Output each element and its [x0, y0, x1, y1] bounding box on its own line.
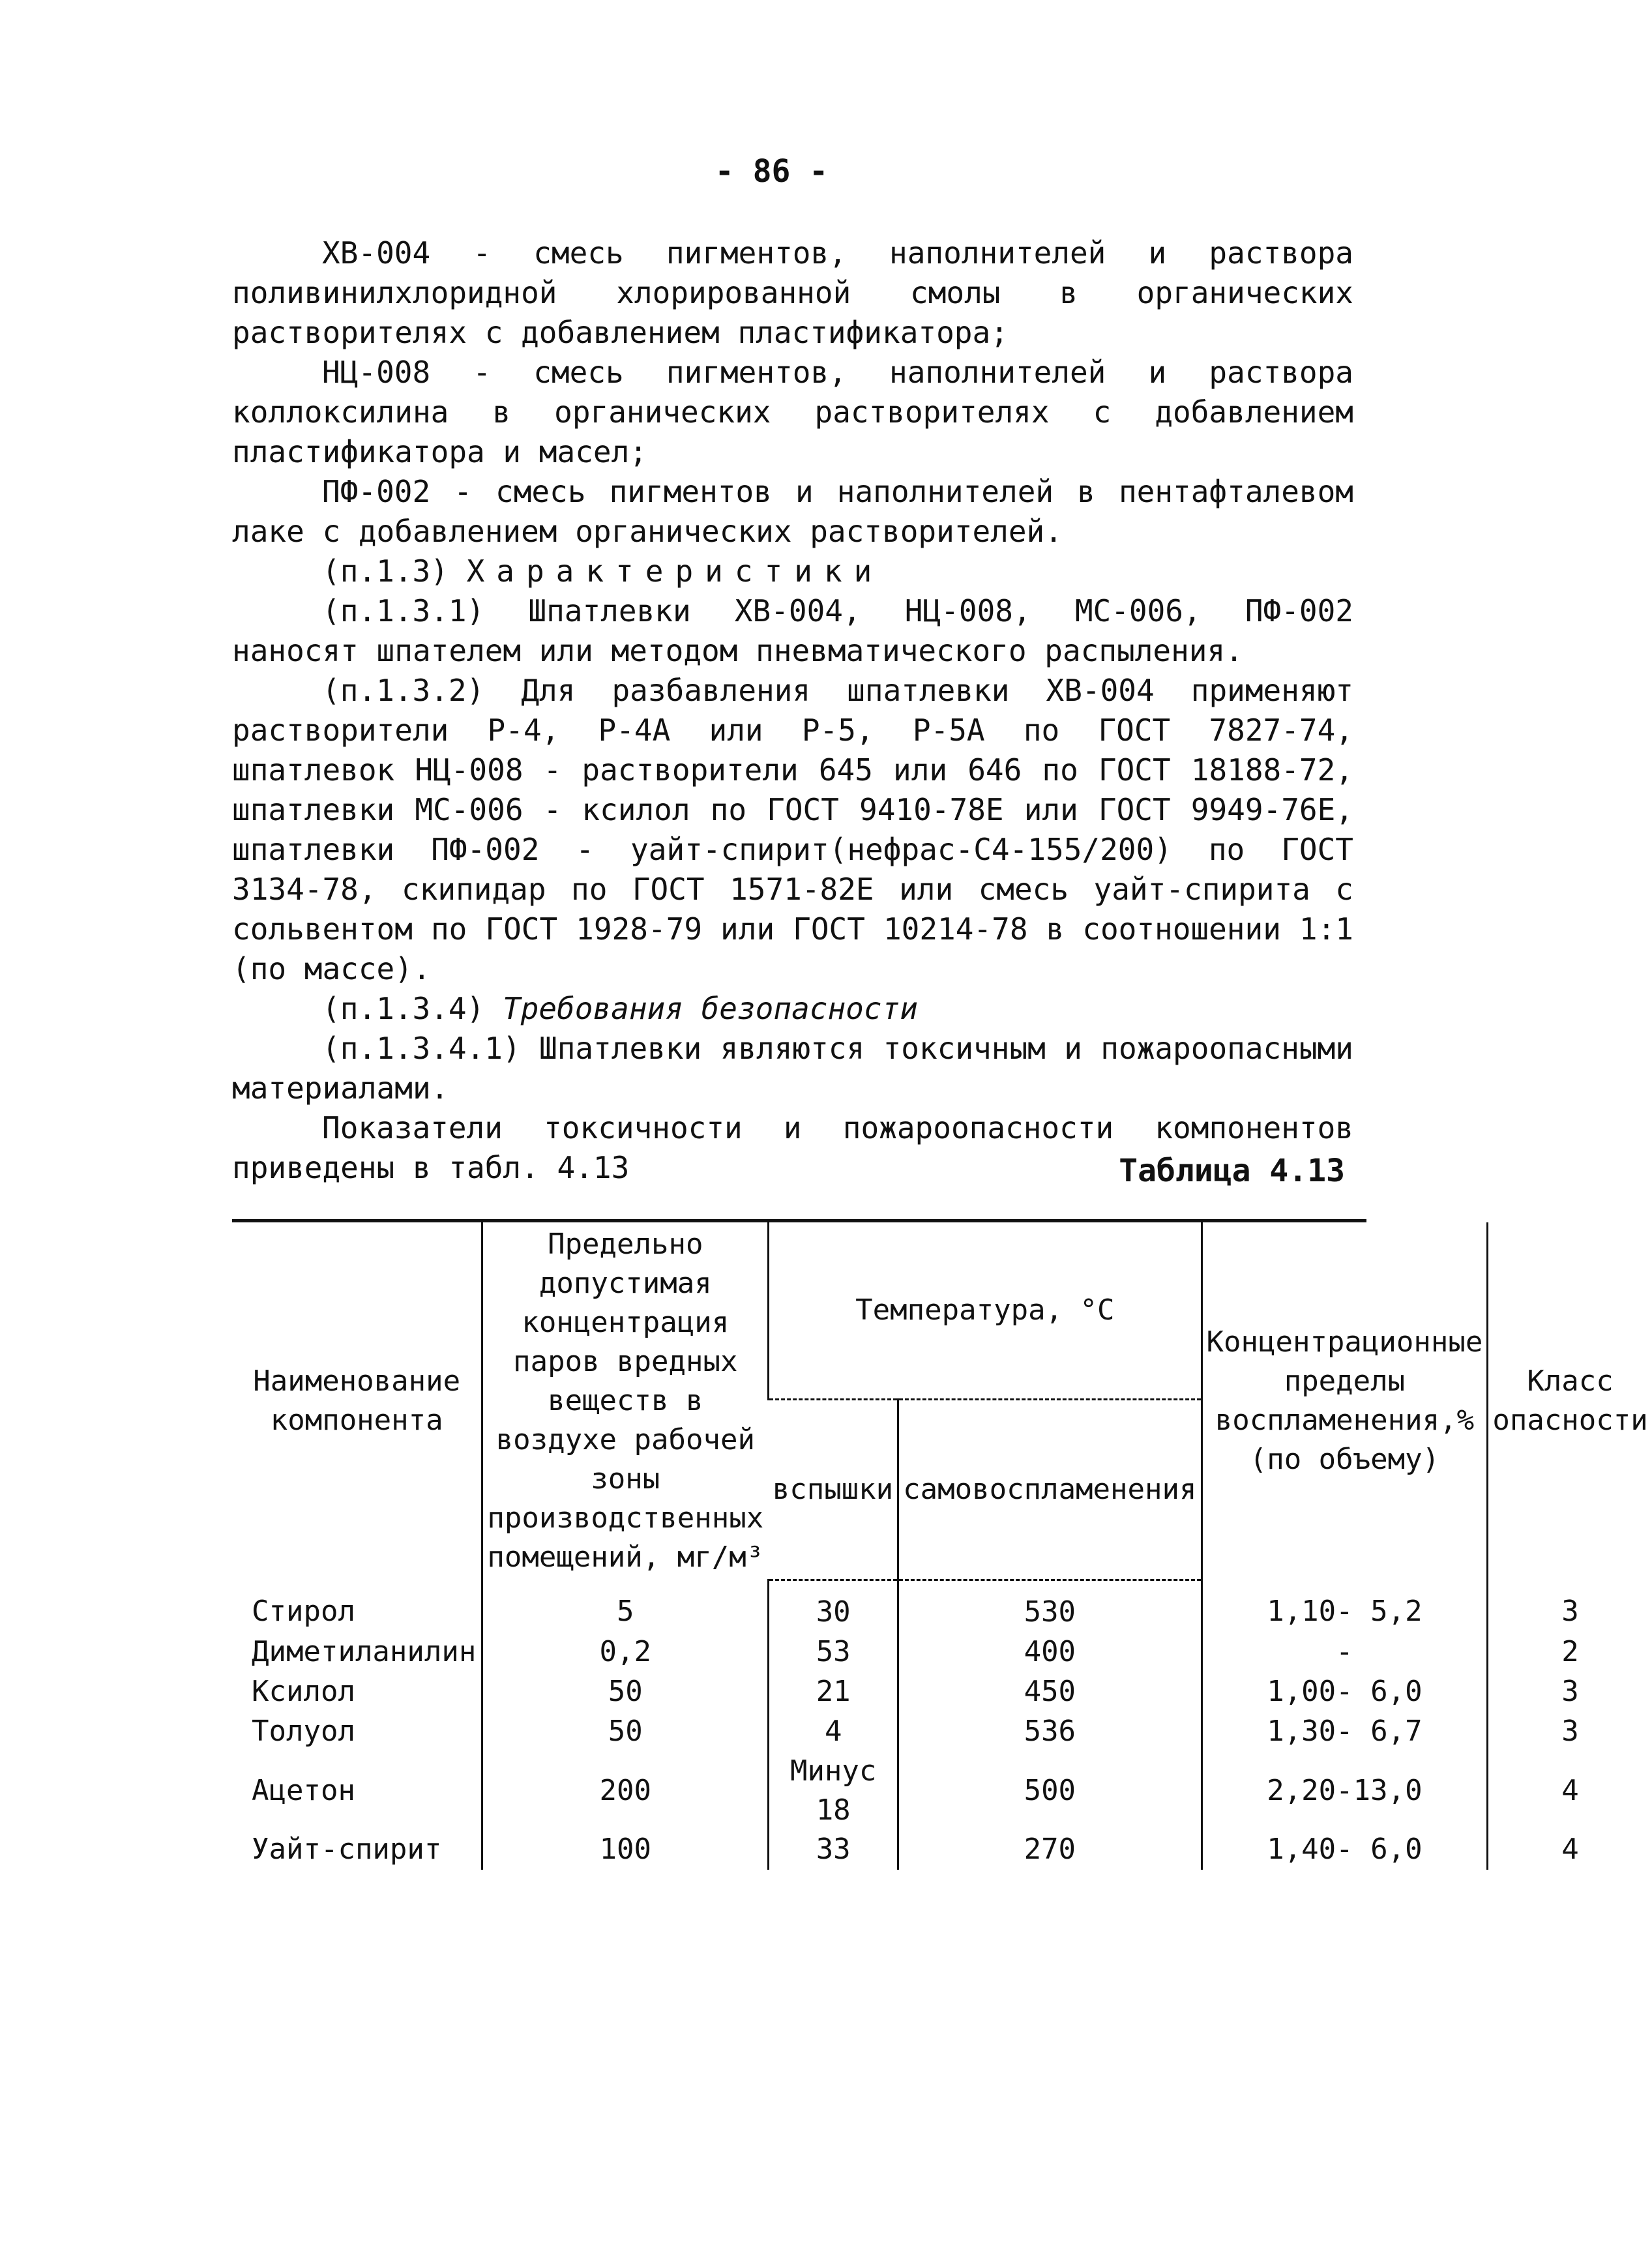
cell-limits: 2,20-13,0 [1202, 1752, 1488, 1830]
table-row [232, 1672, 1652, 1712]
table-row [232, 1580, 1652, 1632]
components-table [232, 1222, 1652, 1870]
header-mac: Предельно допустимая концентрация паров вредных веществ в воздухе рабочей зоны производственных помещений, мг/м³ [482, 1222, 769, 1580]
header-flash: вспышки [769, 1399, 898, 1580]
cell-limits: 1,40- 6,0 [1202, 1830, 1488, 1870]
cell-autoignition: 450 [898, 1672, 1202, 1712]
section-ref: (п.1.3) [322, 553, 449, 589]
cell-name: Ацетон [252, 1773, 355, 1807]
cell-flash: Минус 18 [769, 1752, 898, 1830]
table-row [232, 1712, 1652, 1752]
section-heading-characteristics [232, 552, 1353, 591]
paragraph-hv004: ХВ-004 - смесь пигментов, наполнителей и раствора поливинилхлоридной хлорированной смолы в органических растворителях с добавлением пластификатора; [232, 235, 1353, 350]
cell-limits: 1,30- 6,7 [1202, 1712, 1488, 1752]
cell-name: Диметиланилин [252, 1635, 477, 1668]
cell-mac: 5 [482, 1580, 769, 1632]
cell-mac: 100 [482, 1830, 769, 1870]
section-heading-safety [232, 989, 1353, 1029]
page-number: - 86 - [715, 153, 829, 190]
paragraph-pf002: ПФ-002 - смесь пигментов и наполнителей в пентафталевом лаке с добавлением органических растворителей. [232, 474, 1353, 549]
cell-mac: 50 [482, 1712, 769, 1752]
cell-flash: 21 [769, 1672, 898, 1712]
section-title: Требования безопасности [502, 991, 918, 1026]
table-intro: Показатели токсичности и пожароопасности компонентов приведены в табл. 4.13 [232, 1110, 1353, 1185]
cell-flash: 4 [769, 1712, 898, 1752]
cell-autoignition: 536 [898, 1712, 1202, 1752]
section-ref: (п.1.3.4) [322, 991, 485, 1026]
clause-1-3-4-1: (п.1.3.4.1) Шпатлевки являются токсичным и пожароопасными материалами. [232, 1031, 1353, 1106]
cell-autoignition: 400 [898, 1632, 1202, 1672]
cell-name: Уайт-спирит [252, 1833, 442, 1866]
section-title: Характеристики [466, 553, 884, 589]
clause-1-3-2: (п.1.3.2) Для разбавления шпатлевки ХВ-004 применяют растворители Р-4, Р-4А или Р-5, Р-5А по ГОСТ 7827-74, шпатлевок НЦ-008 - растворители 645 или 646 по ГОСТ 18188-72, шпатлевки МС-006 - ксилол по ГОСТ 9410-78Е или ГОСТ 9949-76Е, шпатлевки ПФ-002 - уайт-спирит(нефрас-С4-155/200) по ГОСТ 3134-78, скипидар по ГОСТ 1571-82Е или смесь уайт-спирита с сольвентом по ГОСТ 1928-79 или ГОСТ 10214-78 в соотношении 1:1 (по массе). [232, 673, 1353, 986]
cell-autoignition: 530 [898, 1580, 1202, 1632]
cell-hazard-class: 3 [1488, 1672, 1652, 1712]
paragraph-nc008: НЦ-008 - смесь пигментов, наполнителей и раствора коллоксилина в органических растворителях с добавлением пластификатора и масел; [232, 355, 1353, 469]
header-limits: Концентрационные пределы воспламенения,% (по объему) [1202, 1222, 1488, 1580]
cell-limits: 1,10- 5,2 [1202, 1580, 1488, 1632]
cell-limits: - [1202, 1632, 1488, 1672]
cell-hazard-class: 2 [1488, 1632, 1652, 1672]
body-text [232, 233, 1353, 1188]
cell-hazard-class: 4 [1488, 1752, 1652, 1830]
cell-name: Толуол [252, 1715, 355, 1748]
header-autoignition: самовоспламенения [898, 1399, 1202, 1580]
cell-flash: 33 [769, 1830, 898, 1870]
table-container [232, 1219, 1648, 1870]
clause-1-3-1: (п.1.3.1) Шпатлевки ХВ-004, НЦ-008, МС-006, ПФ-002 наносят шпателем или методом пневматического распыления. [232, 593, 1353, 668]
table-caption: Таблица 4.13 [1119, 1153, 1345, 1189]
cell-limits: 1,00- 6,0 [1202, 1672, 1488, 1712]
cell-name: Стирол [252, 1595, 355, 1629]
header-hazard-class: Класс опасности [1488, 1222, 1652, 1580]
cell-mac: 50 [482, 1672, 769, 1712]
table-row [232, 1632, 1652, 1672]
table-row [232, 1830, 1652, 1870]
cell-mac: 200 [482, 1752, 769, 1830]
header-temperature: Температура, °С [769, 1222, 1202, 1399]
cell-hazard-class: 4 [1488, 1830, 1652, 1870]
cell-flash: 30 [769, 1580, 898, 1632]
table-row [232, 1752, 1652, 1830]
cell-name: Ксилол [252, 1675, 355, 1708]
cell-autoignition: 500 [898, 1752, 1202, 1830]
cell-hazard-class: 3 [1488, 1580, 1652, 1632]
cell-autoignition: 270 [898, 1830, 1202, 1870]
cell-hazard-class: 3 [1488, 1712, 1652, 1752]
cell-mac: 0,2 [482, 1632, 769, 1672]
header-name: Наименование компонента [253, 1365, 461, 1437]
cell-flash: 53 [769, 1632, 898, 1672]
